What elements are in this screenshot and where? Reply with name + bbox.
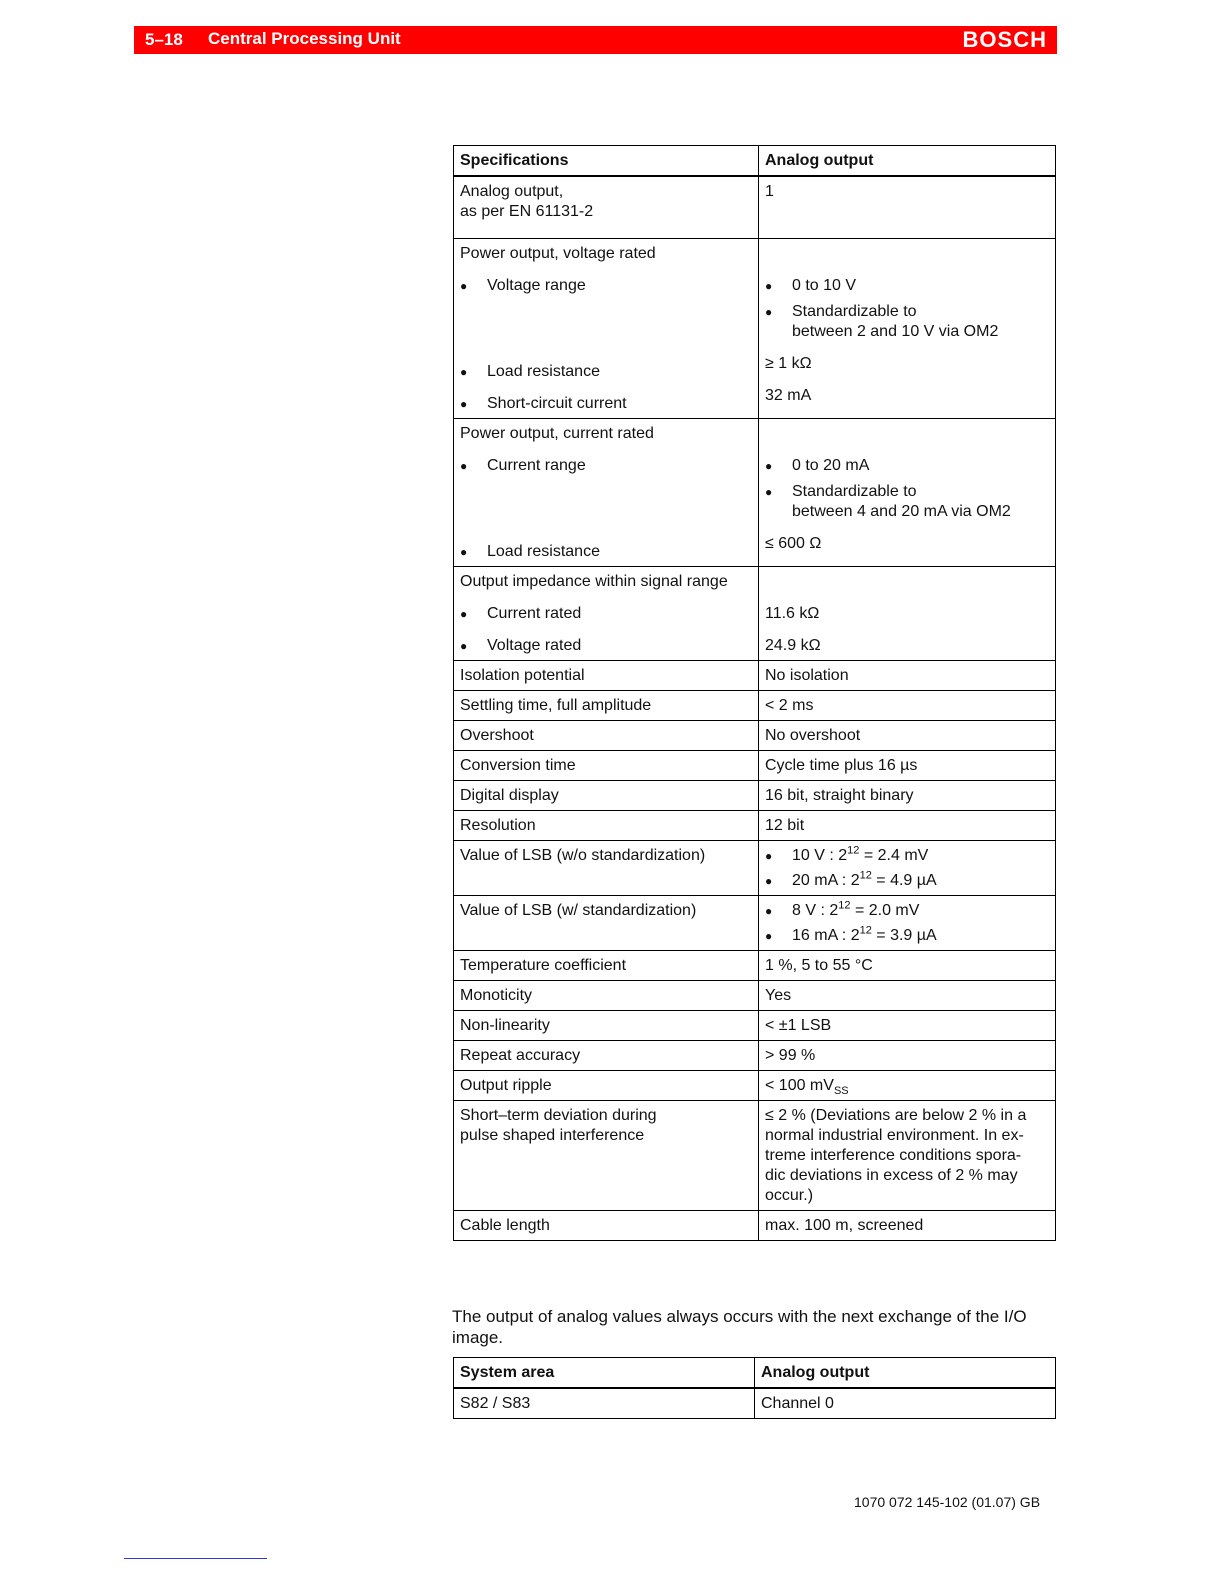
- table-header-row: [454, 1358, 1056, 1389]
- spec-label: Value of LSB (w/ standardization): [454, 896, 759, 951]
- spec-bullet: ● Voltage range: [460, 276, 752, 296]
- spec-value-bullet: ● 20 mA : $2^{12} = 4.9$ µA: [765, 871, 1049, 891]
- table-row: [454, 1041, 1056, 1071]
- spec-value-bullet: ● 8 V : $2^{12} = 2.0$ mV: [765, 901, 1049, 921]
- spec-value: 11.6 kΩ: [765, 605, 820, 622]
- spec-value: ≤ 2 % (Deviations are below 2 % in a: [765, 1107, 1027, 1124]
- table-row: [454, 661, 1056, 691]
- chapter-title: Central Processing Unit: [208, 29, 401, 48]
- spec-bullet: ● Load resistance: [460, 362, 752, 382]
- spec-group-title: Power output, current rated: [460, 425, 654, 442]
- spec-label: Isolation potential: [454, 661, 759, 691]
- spec-value: < 2 ms: [759, 691, 1056, 721]
- table-row: [454, 239, 1056, 419]
- spec-label: Cable length: [454, 1211, 759, 1241]
- table-row: [454, 751, 1056, 781]
- table-row: [454, 781, 1056, 811]
- table-row: [454, 1071, 1056, 1101]
- table-row: [454, 951, 1056, 981]
- spec-label: as per EN 61131-2: [460, 203, 594, 220]
- spec-value: 16 bit, straight binary: [759, 781, 1056, 811]
- col-header-analog-output: Analog output: [759, 146, 1056, 177]
- spec-label: Settling time, full amplitude: [454, 691, 759, 721]
- footer-link-underline: [124, 1558, 267, 1559]
- spec-label: pulse shaped interference: [460, 1127, 645, 1144]
- body-paragraph: The output of analog values always occurs with the next exchange of the I/O image.: [452, 1307, 1027, 1347]
- brand-logo: BOSCH: [962, 27, 1047, 52]
- col-header-system-area: System area: [454, 1358, 755, 1389]
- spec-value: normal industrial environment. In ex-: [765, 1127, 1024, 1144]
- table-row: [454, 1388, 1056, 1419]
- document-number: 1070 072 145-102 (01.07) GB: [854, 1494, 1041, 1510]
- system-area-value: S82 / S83: [454, 1388, 755, 1419]
- spec-group-title: Output impedance within signal range: [460, 573, 728, 590]
- specifications-table: [453, 145, 1056, 1241]
- spec-label: Digital display: [454, 781, 759, 811]
- spec-value: treme interference conditions spora-: [765, 1147, 1022, 1164]
- spec-value: > 99 %: [759, 1041, 1056, 1071]
- spec-value: max. 100 m, screened: [759, 1211, 1056, 1241]
- table-row: [454, 721, 1056, 751]
- spec-label: Overshoot: [454, 721, 759, 751]
- spec-value: ≤ 600 Ω: [765, 535, 822, 552]
- table-row: [454, 811, 1056, 841]
- spec-value-bullet: ● Standardizable to: [765, 302, 1049, 322]
- spec-label: Resolution: [454, 811, 759, 841]
- spec-group-title: Power output, voltage rated: [460, 245, 656, 262]
- spec-value: 32 mA: [765, 387, 812, 404]
- spec-value-bullet: ● 16 mA : $2^{12} = 3.9$ µA: [765, 926, 1049, 946]
- spec-value-bullet: ● 0 to 20 mA: [765, 456, 1049, 476]
- table-row: [454, 1211, 1056, 1241]
- spec-value: No isolation: [759, 661, 1056, 691]
- spec-bullet: ● Load resistance: [460, 542, 752, 562]
- spec-label: Non-linearity: [454, 1011, 759, 1041]
- col-header-specifications: Specifications: [454, 146, 759, 177]
- spec-value: Yes: [759, 981, 1056, 1011]
- spec-value: 12 bit: [759, 811, 1056, 841]
- table-row: [454, 567, 1056, 661]
- spec-value: < 100 $mV_{SS}$: [759, 1071, 1056, 1101]
- spec-value: < ±1 LSB: [759, 1011, 1056, 1041]
- spec-value: between 4 and 20 mA via OM2: [792, 503, 1011, 520]
- spec-label: Temperature coefficient: [454, 951, 759, 981]
- spec-bullet: ● Current range: [460, 456, 752, 476]
- spec-value: ≥ 1 kΩ: [765, 355, 812, 372]
- table-row: [454, 896, 1056, 951]
- table-row: [454, 841, 1056, 896]
- spec-label: Conversion time: [454, 751, 759, 781]
- spec-value: Cycle time plus 16 µs: [759, 751, 1056, 781]
- spec-label: Analog output,: [460, 183, 564, 200]
- spec-bullet: ● Current rated: [460, 604, 752, 624]
- spec-value-bullet: ● Standardizable to: [765, 482, 1049, 502]
- spec-value: between 2 and 10 V via OM2: [792, 323, 999, 340]
- spec-value: 1: [759, 176, 1056, 239]
- table-row: [454, 1101, 1056, 1211]
- table-row: [454, 1011, 1056, 1041]
- channel-value: Channel 0: [755, 1388, 1056, 1419]
- col-header-analog-output: Analog output: [755, 1358, 1056, 1389]
- page-number: 5–18: [145, 30, 183, 49]
- spec-label: Output ripple: [454, 1071, 759, 1101]
- spec-value: 24.9 kΩ: [765, 637, 821, 654]
- system-area-table: [453, 1357, 1056, 1419]
- table-row: [454, 419, 1056, 567]
- spec-value: 1 %, 5 to 55 °C: [759, 951, 1056, 981]
- spec-bullet: ● Voltage rated: [460, 636, 752, 656]
- table-header-row: [454, 146, 1056, 177]
- table-row: [454, 691, 1056, 721]
- spec-value: occur.): [765, 1187, 814, 1204]
- spec-value-bullet: ● 10 V : $2^{12} = 2.4$ mV: [765, 846, 1049, 866]
- spec-value: No overshoot: [759, 721, 1056, 751]
- spec-bullet: ● Short-circuit current: [460, 394, 752, 414]
- spec-value: dic deviations in excess of 2 % may: [765, 1167, 1018, 1184]
- page-header: [134, 26, 1057, 54]
- spec-label: Repeat accuracy: [454, 1041, 759, 1071]
- spec-label: Short–term deviation during: [460, 1107, 657, 1124]
- spec-label: Value of LSB (w/o standardization): [454, 841, 759, 896]
- table-row: [454, 176, 1056, 239]
- spec-label: Monoticity: [454, 981, 759, 1011]
- table-row: [454, 981, 1056, 1011]
- spec-value-bullet: ● 0 to 10 V: [765, 276, 1049, 296]
